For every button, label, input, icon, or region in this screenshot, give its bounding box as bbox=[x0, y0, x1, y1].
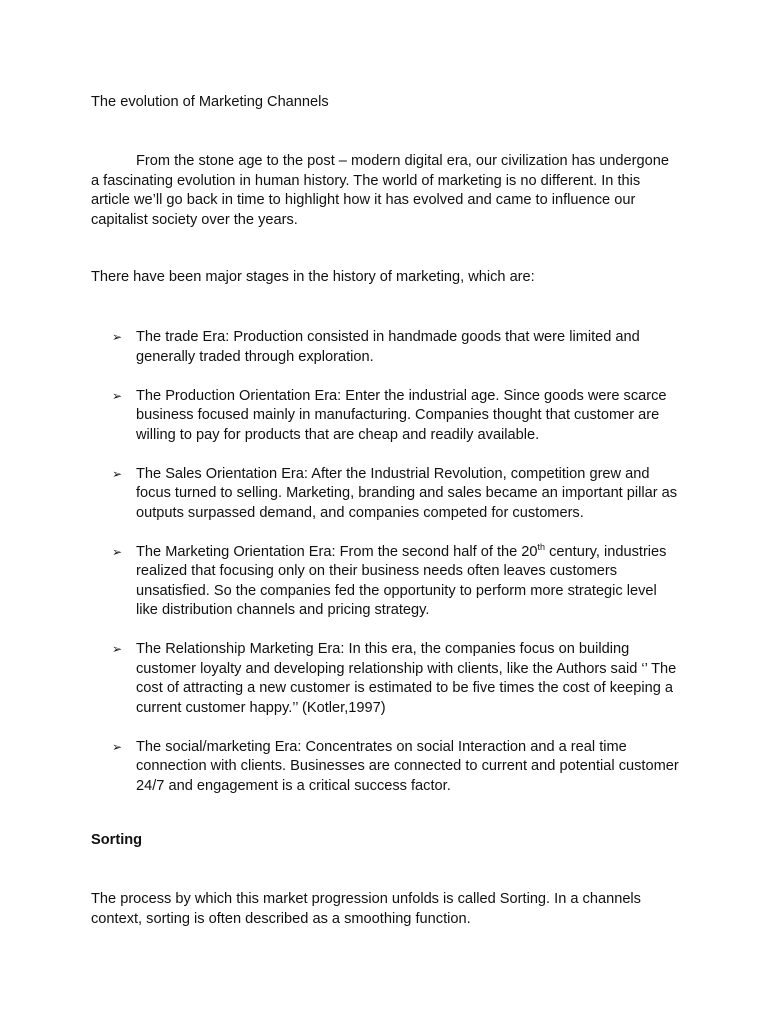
list-item-text: The Production Orientation Era: Enter the industrial age. Since goods were scarce business focused mainly in manufacturing. Companies thought that customer are willing to pay for products that are cheap and readily available. bbox=[136, 387, 667, 443]
list-item bbox=[91, 640, 681, 718]
list-item-text: The Sales Orientation Era: After the Industrial Revolution, competition grew and focus turned to selling. Marketing, branding and sales became an important pillar as outputs surpassed demand, and companies competed for customers. bbox=[136, 465, 678, 521]
list-item-text-start: The Marketing Orientation Era: From the second half of the 20 bbox=[136, 543, 538, 560]
arrow-bullet-icon: ➢ bbox=[112, 466, 123, 481]
list-item-text: The trade Era: Production consisted in handmade goods that were limited and generally traded through exploration. bbox=[136, 329, 640, 365]
list-item bbox=[91, 328, 681, 367]
section-heading-sorting: Sorting bbox=[91, 832, 143, 848]
ordinal-suffix: th bbox=[537, 541, 546, 552]
list-item bbox=[91, 543, 681, 621]
arrow-bullet-icon: ➢ bbox=[112, 642, 123, 656]
list-item bbox=[91, 738, 681, 797]
arrow-bullet-icon: ➢ bbox=[112, 544, 123, 559]
arrow-bullet-icon: ➢ bbox=[112, 739, 123, 754]
list-item bbox=[91, 465, 681, 524]
arrow-bullet-icon: ➢ bbox=[112, 330, 123, 344]
list-item bbox=[91, 387, 681, 446]
stages-list bbox=[91, 328, 681, 816]
arrow-bullet-icon: ➢ bbox=[112, 388, 123, 403]
list-item-text bbox=[136, 541, 667, 619]
list-item-text: The social/marketing Era: Concentrates on social Interaction and a real time connection with clients. Businesses are connected to current and potential customer 24/7 and engagement is a critical success factor. bbox=[136, 738, 679, 794]
list-item-text-end: century, industries realized that focusing only on their business needs often leaves customers unsatisfied. So the companies fed the opportunity to perform more strategic level like distribution channels and pricing strategy. bbox=[136, 543, 667, 618]
intro-paragraph: From the stone age to the post – modern digital era, our civilization has undergone a fascinating evolution in human history. The world of marketing is no different. In this article we’ll go back in time to highlight how it has evolved and came to influence our capitalist society over the years. bbox=[91, 153, 669, 228]
stages-lead-paragraph: There have been major stages in the history of marketing, which are: bbox=[91, 269, 535, 285]
list-item-text: The Relationship Marketing Era: In this era, the companies focus on building customer loyalty and developing relationship with clients, like the Authors said ‘’ The cost of attracting a new customer is estimated to be five times the cost of keeping a current customer happy.’’ (Kotler,1997) bbox=[136, 641, 677, 716]
document-title: The evolution of Marketing Channels bbox=[91, 94, 329, 110]
sorting-paragraph: The process by which this market progression unfolds is called Sorting. In a channels context, sorting is often described as a smoothing function. bbox=[91, 891, 641, 927]
